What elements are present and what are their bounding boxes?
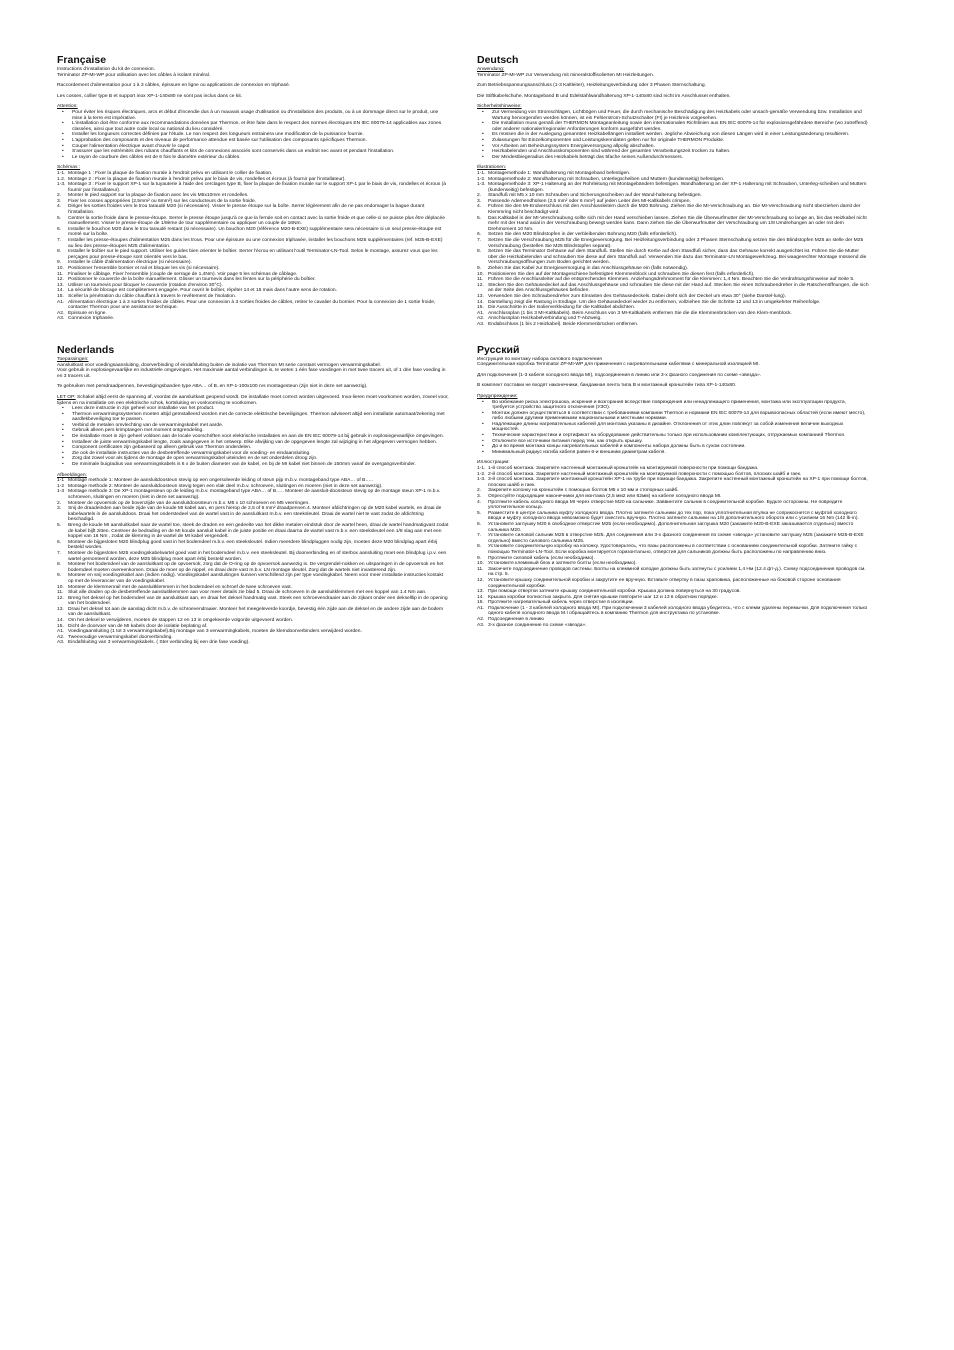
step-text: Крышка коробки полностью закрыта. Для снятия крышки повторите шаг 12 и 13 в обратном порядке. (488, 594, 718, 600)
step-number: 1-1. (477, 466, 486, 472)
step-number: 5. (57, 522, 62, 528)
step-item (477, 283, 869, 294)
step-number: 1.2. (57, 176, 66, 182)
step-text: Протяните нагревательный кабель через отверстие в изоляции. (488, 600, 634, 606)
step-item (477, 623, 869, 629)
step-number: 2. (57, 500, 62, 506)
list-item: • Couper l'alimentation électrique avant d'ouvrir le capot (57, 144, 449, 150)
list-item: • Zie ook de installatie instructies van de desbetreffende verwarmingskabel voor de voeding- en eindaansluiting. (57, 451, 449, 457)
step-text: Ziehen Sie das Kabel zur Energieversorgung in das Anschlussgehäuse ein (falls notwendig). (488, 266, 689, 271)
step-number: 3. (57, 198, 62, 204)
list-item: • Der Mindestbiegeradius des Heizkabels beträgt das 5fache seines Außendurchmessers. (477, 155, 869, 161)
russian-kit-contents: В комплект поставки не входят наконечники, бандажная лента типа B и монтажный кронштейн типа XP-1-140x80. (477, 383, 737, 389)
step-item (57, 562, 449, 573)
list-item: • Installeer de juiste verwarmingskabel lengte, zoals aangegeven in het ontwerp. Elke afwijking van de opgegeven lengte zal wijziging in het afgegeven vermogen hebben. (57, 440, 449, 446)
step-number: 10. (57, 584, 64, 590)
step-text: Monteer het bodemdeel van de aansluitkast op de opvoersok, zorg dat de O-ring op de opvoersok aanwezig is. De vergrendel-nokken en uitsparingen in de opvoersok en het bodemdeel moeten overeenkomen. Draai de moer op de nippel, en draai deze vast m.b.v. LN montage sleutel. Zorg dat de wartels niet invasterend zijn. (68, 562, 444, 573)
step-item (477, 567, 869, 578)
dutch-warning-label: LET OP: (57, 394, 76, 400)
step-text: Закрепите колонку на кронштейн с помощью болтов M5 x 10 мм и стопорных шайб. (488, 488, 679, 494)
step-text: 1-й способ монтажа. Закрепите настенный монтажный кронштейн на монтируемой поверхности при помощи бандажа. (488, 466, 759, 472)
step-text: Monteer de bijgesloten M25 voedingskabelwartel goed vast in het bodemdeel m.b.v. een steeksleutel. Bij doorverbinding en of sterbox aansluiting moet een blindplug i.p.v. een wartel gemonteerd worden, deze M25 blindplug moet apart érbij besteld worden. (68, 550, 447, 562)
step-number: 2. (477, 193, 482, 199)
step-number: 12. (477, 577, 484, 583)
german-warning-list (477, 110, 869, 160)
step-text: Установите соединительную коробку на колонку. Удостоверьтесь, что пазы расположены в соответствии с основанием соединительной коробки. Затяните гайку с помощью Terminator-LN-Tool. Если коробка монтируется горизонтально, отверстия для сальников должны быть расположены по направлению вниз. (488, 544, 858, 555)
step-number: 6. (477, 232, 482, 238)
step-text: Sluit alle draden op de desbetreffende aansluitklemmen aan voor meer details zie blad 5. Draai de schroeven in de aansluitklemmen met een koppel van 1.4 Nm aan. (68, 590, 427, 596)
list-item: • Zorg dat zowel voor als tijdens de montage de open verwarmingskabel uiteinden en de set onderdelen droog zijn. (57, 456, 449, 462)
russian-heading: Русский (477, 343, 520, 356)
step-number: 15. (477, 600, 484, 606)
step-text: Опрессуйте подходящие наконечники для монтажа (2,5 мм2 или 62мм) на кабеле холодного ввода MI. (488, 494, 722, 499)
step-text: Positionieren Sie den auf der Montageschiene befestigten Klemmenblock und schrauben Sie diesen fest (falls erforderlich). (488, 271, 755, 277)
step-number: 5. (477, 510, 482, 516)
step-number: 1-2. (477, 176, 486, 182)
step-text: Setzen Sie das Terminator Gehäuse auf dem Standfuß. Stellen Sie durch Kerbe auf dem Standfuß sicher, dass das Gehäuse korrekt ausgerichtet ist. Führen Sie die Mutter über die Heizkabelenden und schrauben Sie diese auf dem Standfuß auf. Verwenden Sie dazu das Terminator-LN Montagewerkzeug. Bei waagerechter Montage müssend die Verschraubungsöffnungen zum Boden gerichtet werden. (488, 249, 867, 266)
step-text: Epissure en ligne. (68, 310, 107, 316)
french-warning-label: Attention: (57, 104, 78, 110)
step-item (57, 238, 449, 249)
step-number: 4. (477, 499, 482, 505)
dutch-steps-label: Afbeeldingen: (57, 472, 87, 478)
step-text: Monteer de opvoersok op de bovenzijde van de aansluitdoossteun m.b.v. M5 x 10 schroeven en M5 veerringen. (68, 500, 310, 506)
step-number: 11. (477, 277, 484, 283)
step-number: 13. (477, 589, 484, 595)
french-steps-label: Schémas : (57, 165, 81, 171)
list-item: • Heizkabelenden und Anschlusskomponenten sind während der gesamten Verarbeitungszeit trocken zu halten. (477, 149, 869, 155)
step-number: 11. (57, 271, 64, 277)
step-text: Dicht de doorvoer van de MI kabels door de isolatie beplating af. (68, 623, 208, 629)
french-application: Raccordement d'alimentation pour 1 à 3 câbles, épissure en ligne ou applications de connexion en triphasé. (57, 83, 291, 89)
step-text: Anschlussplan Heizkabelverbindung und T-Abzweig. (488, 316, 602, 322)
step-text: Connexion triphasée. (68, 316, 115, 322)
step-number: A1. (477, 310, 485, 316)
step-number: 13. (57, 282, 64, 288)
list-item: • Vor Arbeiten am Beheizungssystem Energieversorgung allpolig abschalten. (477, 144, 869, 150)
list-item: • Технические характеристики и сертификат на оборудование действительны только при использовании комплектующих, отгружаемых компанией Thermon. (477, 433, 869, 439)
step-text: Установите заглушку M20 в свободное отверстие M25 (если необходимо). Дополнительная заглушка M20 (закажите M20-B-EXE заказывается отдельно) вместо сальника M20. (488, 521, 854, 533)
step-text: Installer le boîtier sur le pied support. Utiliser les guides bien orienter le boîtier. Serrer l'écrou en utilisant l'outil Terminator-LN-Tool. Selon le montage, assurez vous que les perçages pour presse-étoupe sont orientés vers le bas. (68, 249, 438, 260)
step-number: 1-3. (477, 182, 486, 188)
step-number: A3. (57, 640, 65, 646)
step-text: Positionner le couvercle de la boîte manuellement. Glisser un tournevis dans les fentes sur la périphérie du boîtier. (68, 277, 316, 283)
step-text: Positionner l'ensemble bornier et rail et bloquer les vis (si nécessaire). (68, 266, 220, 271)
step-item (477, 522, 869, 533)
german-steps-label: Illustrationen: (477, 165, 507, 171)
list-item: • Component certificaten zijn gebaseerd op alleen gebruik van Thermon onderdelen. (57, 445, 449, 451)
list-item: • Die Installation muss gemäß der THERMON Montageanleitung sowie den internationalen Richtlinien aus EN IEC 60079-14 für explosionsgefährdete Bereiche (wo zutreffend) oder anderer nationaler/regionaler Anforderungen konform ausgeführt werden. (477, 121, 869, 132)
russian-intro-line-1: Инструкция по монтажу набора силового подключения (477, 356, 602, 362)
step-text: Draai het deksel tot aan de aanslag dicht m.b.v. de schroevendraaier. Monteer het meegeleverde koordje, bevestig één zijde aan de deksel en de andere zijde aan de bodem van de aansluitkast. (68, 606, 444, 618)
french-intro-line-1: Instructions d'installation du kit de connexion. (57, 67, 155, 72)
section-french (57, 54, 449, 322)
russian-steps-list (477, 466, 869, 628)
dutch-warning-text: Schakel altijd eerst de spanning af, voordat de aansluitkast geopend wordt. De installatie moet correct worden uitgevoerd. Inva-lieren moet voorkomen worden, zoveel voor, tijdens en na installatie om een elektrische schok, kortsluiting en vonkvorming te voorkomen. (57, 394, 449, 406)
french-kit-contents: Les cosses, collier type B et support inox XP-1-140x80 ne sont pas inclus dans ce kit. (57, 93, 243, 99)
step-text: Montage methode 2: Monteer de aansluitdoosteun stevig tegen een vlak deel m.b.v. schroeven, sluitingen en moeren (niet in deze set aanwezig). (68, 483, 383, 489)
list-item: • Во избежание риска электрошока, искрения и возгорания вследствие повреждения или ненадлежащего применения, монтажа или эксплуатации продукта, требуется устройство защитного отключения (УЗО). (477, 400, 869, 411)
step-number: 9. (477, 555, 482, 561)
russian-application: Для подключения (1-3 кабеля холодного ввода MI), подсоединения в линию или 3-х фазного соединения по схеме «звезда». (477, 372, 762, 378)
step-number: 1-1 (57, 478, 65, 484)
step-number: 1-3. (477, 477, 486, 483)
step-text: Fixer les cosses appropriées (2,5mm² ou 6mm²) sur les conducteurs de la sortie froide. (68, 198, 257, 204)
step-text: Montage 3 : Fixer le support XP-1 sur la tuyauterie à l'aide des cerclages type B, fixer la plaque de fixation murale sur le support XP-1 par le biais de vis, rondelles et écrous (à fournir par l'installateur). (68, 182, 446, 193)
step-text: Alimentation électrique 1 à 3 sorties froides de câbles. Pour une connexion à 3 sorties froides de câbles, retirer le cavalier du bornier. Pour la connexion de 1 sortie froide, contacter Thermon pour une assistance technique. (68, 299, 436, 311)
step-number: 7. (57, 550, 62, 556)
step-text: Die Ausschnitte in der Isolierverkleidung für die Kaltkabel abdichten. (488, 305, 636, 311)
russian-warning-list (477, 400, 869, 456)
dutch-heading: Nederlands (57, 343, 115, 356)
step-text: Breng de koude MI aansluitkabel naar de wartel toe, steek de draden en een gedeelte van het dikke metalen eindstuk door de wartel heen, draai de wartel handmatigvast zodat de kabel bijft zitten. Centreer de bedrading en de MI koude aansluit kabel in de juiste positie en draai daarna de wartel vast m.b.v. een steeksleutel een 1/8 slag aan met een koppel van 16 Nm , zodat de klemring in de wartel de MI kabel vergendelt. (68, 522, 449, 540)
step-text: Montage 2 : Fixer la plaque de fixation murale à l'endroit prévu par le biais de vis, rondelles et écrous (à fournir par l'installateur). (68, 176, 346, 182)
step-text: Setzen Sie den M20 Blindstopfen in der verbleibenden Bohrung M20 (falls erforderlich). (488, 232, 678, 238)
step-number: 7. (57, 238, 62, 244)
step-number: 3. (477, 494, 482, 499)
step-text: Закончите подсоединение проводов системы. Болты на клеммной колодке должны быть затянуты с усилием 1,4 Нм (12.4 фт-д.). Схему подсоединения проводов см. на стр. 5. (488, 566, 866, 578)
german-heading: Deutsch (477, 54, 519, 66)
step-item (477, 204, 869, 215)
step-text: Darstellung zeigt die Rastung in Endlage. Um den Gehäusedeckel wieder zu entfernen, vollziehen Sie die Schritte 12 und 13 in umgekehrter Reihenfolge. (488, 299, 821, 305)
step-item (57, 506, 449, 523)
step-item (477, 533, 869, 544)
dutch-kit-contents: Te gebruiken met persdraadpennen, bevestigingsbanden type ABA… of B..en XP-1-100x100 rvs montagesteun (zijn niet in deze set aanwezig). (57, 384, 368, 390)
step-item (57, 540, 449, 551)
step-text: Установите крышку соединительной коробки и закрутите ее вручную. Вставьте отвертку в пазы храповика, расположенные на боковой стороне основания соединительной коробки. (488, 577, 841, 589)
step-number: A2. (57, 310, 65, 316)
french-warning-list (57, 110, 449, 160)
step-text: Установите силовой сальник M25 в отверстие M25. Для соединения или 3-х фазного соединения по схеме «звезда» установите заглушку M25 (закажите M25-B-EXE отдельно) вместо силового сальника M25. (488, 533, 864, 544)
dutch-warning-paragraph (57, 395, 449, 406)
step-number: 15. (477, 305, 484, 311)
step-item (57, 489, 449, 500)
list-item: • Le rayon de courbure des câbles est de 6 fois le diamètre extérieur du câbles. (57, 155, 449, 161)
section-russian (477, 344, 869, 629)
russian-steps-label: Иллюстрации: (477, 460, 510, 466)
french-intro-line-2: Terminator ZP-MI-WP pour utilisation avec les câbles à isolant minéral. (57, 72, 211, 78)
step-text: Monteer de klemmenrail met de aansluitklemmen in het bodemdeel en schroef de twee schroeven vast. (68, 584, 292, 590)
step-number: 1-3. (57, 182, 66, 188)
step-item (57, 596, 449, 607)
section-german (477, 54, 869, 328)
step-item (477, 322, 869, 328)
step-text: Das Kaltkabel in der MI-Verschraubung sollte sich mit der Hand verschieben lassen. Ziehen Sie die Überwurfmutter der MI-Verschraubung so lange an, bis das Heizkabel nicht mehr mit der Hand axial in der Verschraubung bewegt werden kann. Dann ziehen Sie die Überwurfmutter der Verschraubung um 1/8 Umdrehungen an oder mit dem Drehmoment 10 Nm. (488, 215, 867, 232)
step-text: Diriger les sorties froides vers le trou taraudé M20 (si nécessaire). Visser le presse étoupe sur la boîte. Serrer légèrement afin de ne pas endomager la bague durant l'installation. (68, 204, 425, 216)
step-item (57, 300, 449, 311)
list-item: • Монтаж должен осуществляться в соответствии с требованиями компании Thermon и нормами EN IEC 60079-14 для взрывоопасных областей (если имеют место), либо любыми другими применимыми национальными и местными нормами. (477, 411, 869, 422)
step-text: Installer le câble d'alimentation électrique (si nécessaire). (68, 260, 192, 266)
step-item (477, 182, 869, 193)
step-text: Monter le pied support sur la plaque de fixation avec les vis M5x10mm et rondelles. (68, 193, 249, 199)
step-item (477, 238, 869, 249)
step-text: Snij de draadeinden aan beide zijde van de koude MI kabel aan, en pers hierop de 2,5 of 6 mm² draadpennen.4. Monteer afdichtringen op de M20 kabel wartels, en draai de kabelwartels in de aansluitdoos. Draai het onderstedeel van de wartel vast in de aansluitkast m.b.v. een steeksleutel. Draai de wartel niet te vast zodat de afdichtring beschadigd. (68, 506, 442, 523)
russian-intro-line-2: Соединительная коробка Terminator ZP-MI-WP для применения с нагревательными кабелями с минеральной изоляцией MI. (477, 362, 760, 368)
step-text: Montage 1 : Fixer la plaque de fixation murale à l'endroit prévu en utilisant le collier de fixation. (68, 170, 273, 176)
step-number: 12. (477, 282, 484, 288)
step-number: 2. (477, 488, 482, 494)
step-number: 14. (477, 299, 484, 305)
step-number: 12. (57, 277, 64, 283)
step-text: 2-й способ монтажа. Закрепите настенный монтажный кронштейн на монтируемой поверхности с помощью болтов, плоских шайб и гаек. (488, 471, 802, 477)
step-number: A1. (477, 605, 485, 611)
list-item: • Минимальный радиус изгиба кабеля равен 6-и внешним диаметрам кабеля. (477, 450, 869, 456)
step-number: 4. (57, 204, 62, 210)
list-item: • Gebruik alleen pers krimptangen met moment ontgrendeling. (57, 428, 449, 434)
step-text: Endabschluss (1 bis 2 Heizkabel). Beide Klemmenbrücken entfernen. (488, 321, 639, 327)
step-number: A3. (477, 321, 485, 327)
step-text: Montagemethode 3: XP-1 Halterung an der Rohrleitung mit Montagebändern befestigen. Wandhalterung an der XP-1 Halterung mit Schrauben, Unterleg-scheiben und Muttern (kundenseitig) befestigen. (488, 182, 867, 193)
step-number: 1-1. (57, 170, 66, 176)
step-number: 7. (477, 533, 482, 539)
step-item (477, 477, 869, 488)
step-number: 15. (57, 293, 64, 299)
step-number: 15. (57, 623, 64, 629)
section-dutch (57, 344, 449, 646)
list-item: • Thermon verwarmingssystemen moeten altijd geïnstalleerd worden met de correcte elektrische beveiligingen. Thermon adviseert altijd een installatie automaat/zekering met aardlekbeveiliging toe te passen. (57, 412, 449, 423)
step-item (477, 500, 869, 511)
step-text: Installer les presse-étoupes d'alimentation M25 dans les trous. Pour une épissure ou une connexion triphasée, installer les bouchons M25 supplémentaires (ref. M25-B-EXE) au lieu des presse-étoupes M25 d'alimentation. (68, 238, 443, 249)
step-text: Montagemethode 2: Wandhalterung mit Schrauben, Unterlegscheiben und Muttern (kundenseitig) befestigen. (488, 176, 725, 182)
step-number: 10. (477, 271, 484, 277)
step-text: Eindafsluiting van 3 verwarmingskabels. ( Ster verbinding bij een drie fase voeding). (68, 640, 250, 646)
french-steps-list (57, 171, 449, 322)
step-text: Voedingaansluiting (1 tot 3 verwarmingskabel).Bij montage van 3 verwarmingkabels, moeten de klemdoorverbinders verwijderd worden. (68, 629, 362, 635)
step-item (477, 249, 869, 266)
step-item (57, 249, 449, 260)
list-item: • Lees deze instructie in zijn geheel voor installatie van het product. (57, 406, 449, 412)
step-number: A1. (57, 299, 65, 305)
step-item (57, 182, 449, 193)
dutch-intro: Aansluitkast voor voedingsaansluiting, doorverbinding of eindafsluiting buiten de isolatie van Thermon MI serie constant vermogen verwarmingskabel. (57, 362, 381, 368)
step-number: A3. (57, 316, 65, 322)
step-text: Подключение (1 - 3 кабелей холодного ввода MI). При подключении 3 кабелей холодного ввода убедитесь, что с клемм удалены перемычки. Для подключения только одного кабеля холодного ввода M.I обращайтесь в компанию Thermon для инструктажа по установке. (488, 605, 868, 617)
step-number: 14. (57, 618, 64, 624)
step-number: 9. (477, 266, 482, 271)
step-number: A3. (477, 622, 485, 628)
step-text: Montage methode 3: De XP-1 montagesteun op de leiding m.b.v. montageband type ABA… of B….. Monteer de aansluit-doossteun stevig op de montage steun XP-1 m.b.v. schroeven, sluitingen en moeren (niet in deze set aanwezig). (68, 489, 441, 500)
step-item (477, 578, 869, 589)
step-number: 3. (477, 198, 482, 204)
german-application: Zum Betriebsspannungsanschluss (1-3 Kaltleiter), Heizleitungsverbindung oder 3 Phasen Sternschaltung. (477, 83, 706, 89)
step-number: 6. (477, 521, 482, 527)
step-text: Разместите в центре сальника муфту холодного ввода. Плотно затяните сальники до тех пор, пока уплотнительная втулка не соприкоснется с муфтой холодного ввода и муфту холодного ввода невозможно будет сместить вручную. Плотно затяните сальники на 1/8 дополнительного оборота или с усилием 16 Nm (142 lb-in). (488, 510, 859, 522)
step-number: 1-2 (57, 483, 65, 489)
list-item: • До и во время монтажа концы нагревательных кабелей и компоненты набора должны быть в сухом состоянии. (477, 444, 869, 450)
step-number: 10. (57, 266, 64, 271)
step-text: Finaliser le câblage. Fixer l'ensemble (couple de serrage de 1,4Nm). Voir page 5 les schémas de câblage. (68, 271, 298, 277)
step-text: При помощи отвертки затяните крышку соединительной коробки. Крышка должна повернуться на 30 градусов. (488, 589, 741, 595)
step-text: Протяните кабель холодного ввода MI через отверстие M20 на сальнике. Заввинтите сальник в соединительной коробке. Будьте осторожны. Не повредите уплотнительное кольцо. (488, 499, 843, 511)
french-heading: Française (57, 54, 107, 66)
step-number: 13. (57, 606, 64, 612)
step-text: Montagemethode 1: Wandhalterung mit Montageband befestigen. (488, 170, 631, 176)
step-number: 1-1. (477, 170, 486, 176)
list-item: • De minimale buigradius van verwarmingskabels is 6 x de buiten diameter van de kabel, en bij de MI kabel niet binnen de 150mm vanaf de overgangsverbinder. (57, 462, 449, 468)
step-text: Führen Sie den MI-Endverschluss mit den Anschlussleitern durch die M20 Bohrung. Ziehen Sie die MI-Verschraubung an. Die MI-Verschraubung nicht überziehen damit der Klemmring nicht beschädigt wird. (488, 204, 861, 216)
list-item: • Zur Vermeidung von Stromschlägen, Lichtbögen und Feuer, die durch mechanische Beschädigung des Heizkabels oder unsach-gemäße Verwendung bzw. Installation und Wartung hervorgerufen werden können, ist ein Fehlerstrom-Schutzschalter (FI) je Heizkreis vorgesehen. (477, 110, 869, 121)
german-warning-label: Sicherheitshinweise: (477, 104, 522, 110)
step-text: Passende Adernendhülsen (2,5 mm² oder 6 mm²) auf jeden Leiter des MI-Kaltkabels crimpen. (488, 198, 691, 204)
step-number: 12. (57, 595, 64, 601)
list-item: • Отключите все источники питания перед тем, как открыть крышку. (477, 439, 869, 445)
step-number: 1-2. (477, 471, 486, 477)
list-item: • Es müssen die in der Auslegung genannten Heizkabellängen installiert werden. Jegliche Abweichung von diesen Längen wird in einer Leistungsänderung resultieren. (477, 132, 869, 138)
dutch-subheading: Toepassingen: (57, 356, 89, 362)
step-number: A2. (477, 316, 485, 322)
step-item (57, 551, 449, 562)
german-steps-list (477, 171, 869, 328)
list-item: • L'approbation des composants et des niveaux de performance attendue est basée sur l'utilisation des composants spécifiques Thermon. (57, 138, 449, 144)
step-text: Om het deksel te verwijderen, moeten de stappen 12 en 13 in omgekeerde volgorde uitgevoerd worden. (68, 618, 294, 624)
step-text: Sceller la pénétration du câble chauffant à travers le revêtement de l'isolation. (68, 293, 237, 299)
step-text: Montage methode 1: Monteer de aansluitdoosteun stevig op een ongeïsoleerde leiding of steun pijp m.b.v. montageband type ABA… of B….. (68, 478, 373, 484)
dutch-steps-list (57, 478, 449, 646)
list-item: • Надлежащие длины нагревательных кабелей для монтажа указаны в дизайне. Отклонения от этих длин повлекут за собой изменения величин выходных мощностей. (477, 422, 869, 433)
step-text: Centrer la sortie froide dans le presse-étoupe. Serrer le presse étoupe jusqu'à ce que la ferrule soit en contact avec la sortie froide et que celle-ci ne puisse plus être déplacée manuellement. Visser le presse-étoupe de 1/8ème de tour supplémentaire ou appliquer un couple de 16Nm. (68, 215, 445, 227)
step-text: Breng het deksel op het bodemdeel van de aansluitkast aan, en draai het deksel handmatig vast. Steek een schroevendraaier aan de zijkant onder een dekselllip in de opening van het bodemdeel. (68, 595, 448, 607)
step-number: 7. (477, 238, 482, 244)
step-text: Anschlussplan (1 bis 3 MI-Kaltkabels). Beim Anschluss von 3 MI-Kaltkabels entfernen Sie die die Klemmenbrücken von den Klem-menblock. (488, 310, 792, 316)
right-column (477, 54, 869, 628)
step-text: 3-й способ монтажа. Закрепите монтажный кронштейн XP-1 на трубе при помощи бандажа. Закрепите настенный монтажный кронштейн на XP-1 при помощи болтов, плоских шайб и гаек. (488, 477, 868, 488)
list-item: • Verbind de metalen omvlechting van de verwarmingskabel met aarde. (57, 423, 449, 429)
step-item (57, 523, 449, 540)
list-item: • L'installation doit être conforme aux recommandations données par Thermon, et être faite dans le respect des normes électriques EN IEC 60079-14 applicables aux zones classées, ainsi que tout autre code local ou national du lieu considéré. (57, 121, 449, 132)
step-number: 5. (57, 215, 62, 221)
step-number: 14. (477, 594, 484, 600)
step-number: 11. (477, 566, 484, 572)
step-text: Verwenden Sie den Schraubendreher zum Einrasten des Gehäusedeckels. Dabei dreht sich der Deckel um etwa 30° (siehe Darstel-lung). (488, 293, 787, 299)
german-subheading: Anwendung: (477, 67, 505, 72)
step-item (57, 573, 449, 584)
step-number: 8. (477, 544, 482, 550)
list-item: • Zulassungen für Einzelkomponenten und Leistungskenndaten gelten nur für originale THERMON Produkte. (477, 138, 869, 144)
step-number: 9. (57, 260, 62, 266)
step-item (57, 227, 449, 238)
step-item (477, 606, 869, 617)
step-number: A1. (57, 629, 65, 635)
step-number: 5. (477, 215, 482, 221)
russian-warning-label: Предупреждение: (477, 393, 518, 399)
step-text: Подсоединение в линию (488, 617, 544, 623)
step-number: 8. (57, 249, 62, 255)
step-item (477, 216, 869, 233)
step-text: Stecken Sie den Gehäusedeckel auf das Anschlussgehäuse und schrauben Sie diese mit der Hand auf. Stecken Sie einen Schraubendreher in die Ratschenöffnungen, die sich an der Seite des Anschlussgehäuses befinden. (488, 282, 869, 294)
step-number: 11. (57, 590, 64, 596)
step-number: 2. (57, 193, 62, 199)
step-number: 6. (57, 226, 62, 232)
step-item (57, 216, 449, 227)
step-text: Monteer en snij voedingskabel aan (indien nodig). Voedingskabel aansluitingen kunnen verschillend zijn per type voedingkabel. Neem voor meer installatie instructies kontakt op met de leverancier van de voedingskabel. (68, 573, 444, 584)
step-text: Tweevoudige verwarmingskabel doorverbinding. (68, 634, 173, 640)
step-number: A2. (57, 634, 65, 640)
step-number: A2. (477, 617, 485, 623)
step-number: 6. (57, 539, 62, 545)
list-item: • S'assurer que les extrémités des rubans chauffants et kits de connexions associés sont conservés dans un endroit sec avant et pendant l'installation. (57, 149, 449, 155)
step-item (477, 511, 869, 522)
step-item (57, 204, 449, 215)
step-text: Führen Sie die Anschlussleiter auf die entsprechenden Klemmen. Anziehungsdrehmoment für die Klemmen: 1,4 Nm. Beachten Sie die Verdrahtungshinweise auf Seite 5. (488, 277, 855, 283)
step-text: Setzen Sie die Verschraubung M25 für die Energieversorgung. Bei Heizleitungsverbindung oder 3 Phasen Sternschaltung setzen Sie den Blindstopfen M25 an stelle der M25 Verschraubung (bestellen Sie M25 Blindstopfen separat). (488, 238, 864, 249)
left-column (57, 54, 449, 646)
german-kit-contents: Die Stiftkabelschuhe, Montageband B und Edelstahlwandhalterung XP-1-140x80 sind nicht im Anschlusset enthalten. (477, 93, 731, 99)
step-text: Installer le bouchon M20 dans le trou taraudé restant (si nécessaire). Un bouchon M20 (référence M20-B-EXE) supplémentaire sera nécessaire si un seul presse-étoupe est monté sur la boîte. (68, 226, 442, 238)
dutch-usage: Voor gebruik in explosiegevaarlijke en industriële omgevingen. Het maximale aantal verbindingen is, te weten 1 één fase voedingen in met twee tracers uit, of 1 drie fase voeding in en 3 tracers uit. (57, 368, 446, 379)
step-text: 3-х фазное соединение по схеме «звезда». (488, 622, 587, 628)
step-number: 4. (477, 204, 482, 210)
list-item: • Pour éviter les risques électriques, arcs et début d'incendie dus à un mauvais usage d'utilisation ou d'installation des produits, ou à un dommage direct sur le produit, une mise à la terre est impérative. (57, 110, 449, 121)
step-number: 13. (477, 293, 484, 299)
step-number: 14. (57, 288, 64, 294)
step-text: Протяните силовой кабель (если необходимо). (488, 555, 595, 561)
list-item: • Installer les longueurs correctes définies par l'étude. Le non respect des longueurs entrainera une modification de la puissance fournie. (57, 132, 449, 138)
step-number: 1-3 (57, 489, 65, 495)
step-text: La sécurité de blocage est complètement engagée. Pour ouvrir le boîtier, répéter 14 et 15 mais dans l'autre sens de rotation. (68, 288, 337, 294)
step-item (57, 607, 449, 618)
step-item (57, 640, 449, 646)
step-text: Monteer de bijgesloten M20 blindplug goed vast in het bodemdeel m.b.v. een steeksleutel. Indien meerdere blindpluggen nodig zijn, moeten deze M20 blindplug apart érbij besteld worden. (68, 539, 438, 551)
dutch-warning-list (57, 406, 449, 468)
step-item (477, 544, 869, 555)
list-item: • De installatie moet in zijn geheel voldoen aan de locale voorschriften voor elektrische installaties en aan de EN IEC 60079-14 bij gebruik in explosiegevaarlijke omgevingen. (57, 434, 449, 440)
step-number: 8. (477, 249, 482, 255)
step-number: 10. (477, 561, 484, 567)
step-item (57, 316, 449, 322)
step-text: Standfuß mit M5 x 10 mm Schrauben und Sicherungsscheiben auf der Wand-halterung befestigen. (488, 193, 702, 199)
step-number: 8. (57, 562, 62, 568)
step-text: Установите клеммный блок и затяните болты (если необходимо). (488, 561, 637, 567)
step-number: 3. (57, 506, 62, 512)
german-intro: Terminator ZP-MI-WP zur Verwendung mit mineralstoffisolierten MI Heizleitungen. (477, 72, 655, 78)
step-number: 9. (57, 573, 62, 579)
step-text: Utiliser un tournevis pour bloquer le couvercle (rotation d'environ 30°C). (68, 282, 223, 288)
